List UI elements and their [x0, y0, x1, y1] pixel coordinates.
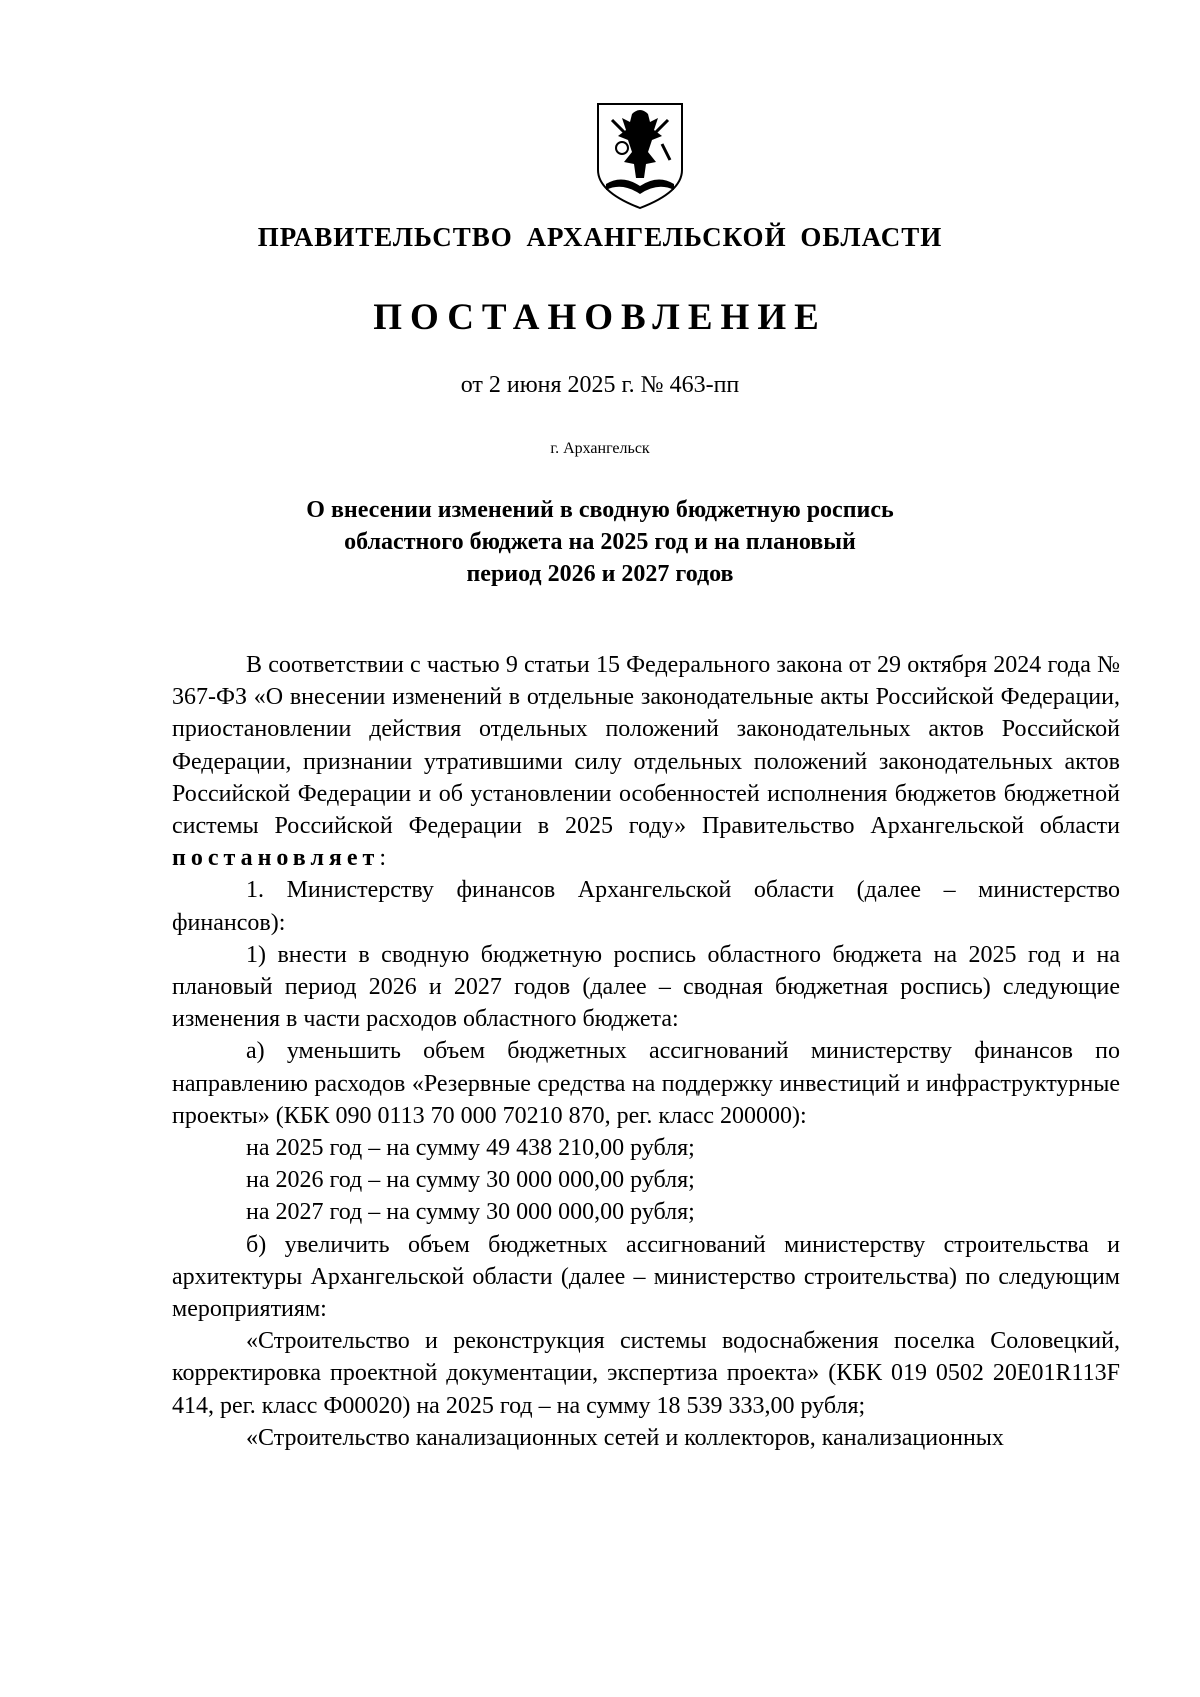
government-title: ПРАВИТЕЛЬСТВО АРХАНГЕЛЬСКОЙ ОБЛАСТИ — [257, 222, 943, 252]
paragraph-item-a: а) уменьшить объем бюджетных ассигнований министерству финансов по направлению расходов «Резервные средства на поддержку инвестиций и инфраструктурные проекты» (КБК 090 0113 70 000 70210 870, рег. класс 200000): — [172, 1038, 1120, 1129]
preamble-paragraph — [172, 649, 1120, 874]
resolves-word: постановляет — [172, 845, 380, 872]
paragraph-item-1: 1. Министерству финансов Архангельской области (далее – министерство финансов): — [172, 877, 1120, 936]
document-type: ПОСТАНОВЛЕНИЕ — [373, 297, 827, 338]
subject-line: О внесении изменений в сводную бюджетную роспись — [306, 497, 894, 523]
paragraph-measure-1: «Строительство и реконструкция системы водоснабжения поселка Соловецкий, корректировка проектной документации, экспертиза проекта» (КБК 019 0502 20Е01R113F 414, рег. класс Ф00020) на 2025 год – на сумму 18 539 333,00 рубля; — [172, 1328, 1120, 1419]
paragraph-item-b: б) увеличить объем бюджетных ассигнований министерству строительства и архитектуры Архангельской области (далее – министерство строительства) по следующим мероприятиям: — [172, 1231, 1120, 1323]
paragraph-year-2027: на 2027 год – на сумму 30 000 000,00 рубля; — [246, 1199, 695, 1226]
paragraph-item-1-1: 1) внести в сводную бюджетную роспись областного бюджета на 2025 год и на плановый период 2026 и 2027 годов (далее – сводная бюджетная роспись) следующие изменения в части расходов областного бюджета: — [172, 941, 1120, 1033]
subject-line: областного бюджета на 2025 год и на плановый — [344, 529, 856, 555]
subject-line: период 2026 и 2027 годов — [466, 561, 734, 587]
paragraph-measure-2: «Строительство канализационных сетей и коллекторов, канализационных — [246, 1424, 1004, 1451]
preamble-text: В соответствии с частью 9 статьи 15 Федерального закона от 29 октября 2024 года № 367-ФЗ «О внесении изменений в отдельные законодательные акты Российской Федерации, приостановлении действия отдельных положений законодательных актов Российской Федерации, признании утратившими силу отдельных положений законодательных актов Российской Федерации и об установлении особенностей исполнения бюджетов бюджетной системы Российской Федерации в 2025 году» Правительство Архангельской области — [172, 652, 1120, 840]
document-date-number: от 2 июня 2025 г. № 463-пп — [460, 372, 740, 398]
document-place: г. Архангельск — [550, 440, 650, 457]
document-subject — [0, 494, 1200, 590]
document-body — [172, 649, 1120, 1454]
paragraph-year-2025: на 2025 год – на сумму 49 438 210,00 рубля; — [246, 1135, 695, 1162]
paragraph-year-2026: на 2026 год – на сумму 30 000 000,00 рубля; — [246, 1167, 695, 1194]
resolves-colon: : — [379, 845, 386, 872]
arkhangelsk-coat-of-arms-icon — [592, 100, 688, 212]
